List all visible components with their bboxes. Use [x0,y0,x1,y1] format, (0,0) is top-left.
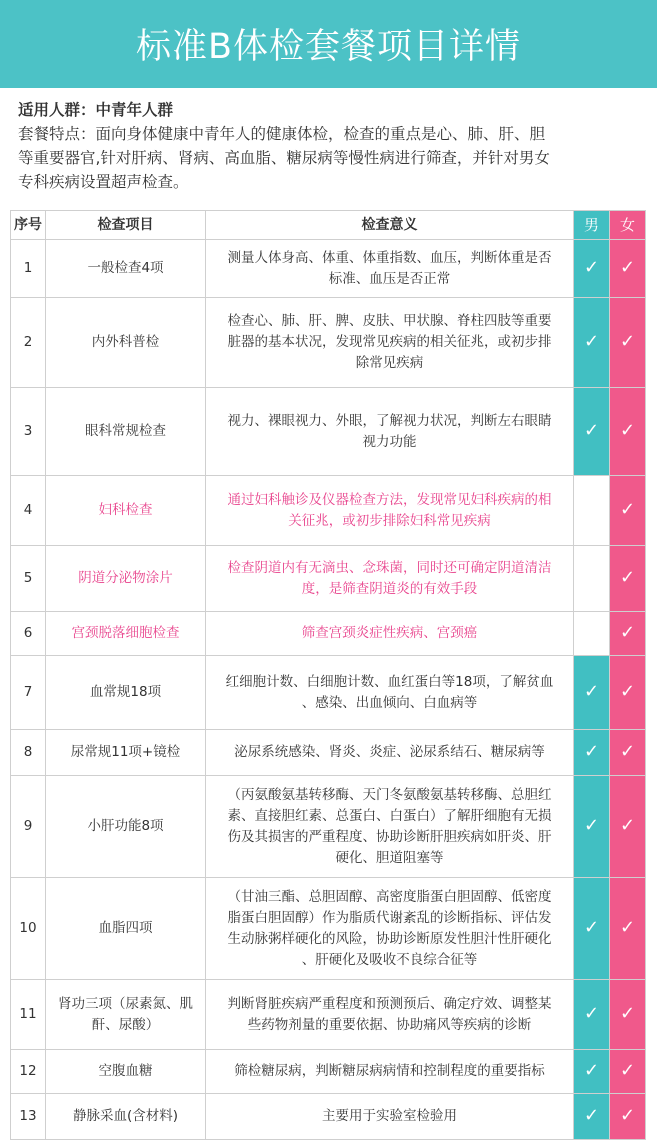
features-line [18,122,648,146]
female-applicable-cell [610,878,646,980]
row-no: 8 [11,730,46,776]
table-row [11,388,646,476]
check-icon: ✓ [583,917,600,938]
row-meaning [206,388,574,476]
meaning-line: 测量人体身高、体重、体重指数、血压，判断体重是否 [227,249,552,266]
meaning-line: 脏器的基本状况，发现常见疾病的相关征兆，或初步排 [227,334,552,350]
male-not-applicable-cell [574,476,610,546]
target-group [18,98,648,122]
features-text-3: 专科疾病设置超声检查。 [18,173,189,191]
male-applicable-cell [574,1050,610,1094]
meaning-line: 度，是筛查阴道炎的有效手段 [301,580,478,597]
female-applicable-cell [610,1050,646,1094]
female-applicable-cell [610,730,646,776]
check-icon: ✓ [583,331,600,352]
row-meaning [206,1094,574,1140]
page-header [0,0,657,88]
row-meaning [206,656,574,730]
row-no: 10 [11,878,46,980]
row-item-name: 尿常规11项+镜检 [46,730,206,776]
female-applicable-cell [610,980,646,1050]
meaning-line: 伤及其损害的严重程度、协助诊断肝胆疾病如肝炎、肝 [227,828,552,845]
row-meaning [206,730,574,776]
item-name-line: 酐、尿酸） [91,1016,160,1033]
check-icon: ✓ [619,622,636,643]
row-no: 12 [11,1050,46,1094]
meaning-line: 脂蛋白胆固醇）作为脂质代谢紊乱的诊断指标、评估发 [227,909,552,926]
meaning-line: 硬化、胆道阻塞等 [335,849,444,866]
meaning-line: 生动脉粥样硬化的风险，协助诊断原发性胆汁性肝硬化 [227,930,552,947]
row-no: 5 [11,546,46,612]
check-icon: ✓ [619,257,636,278]
meaning-line: 素、直接胆红素、总蛋白、白蛋白）了解肝细胞有无损 [227,807,552,824]
meaning-line: 、感染、出血倾向、白血病等 [301,694,478,711]
row-meaning [206,1050,574,1094]
meaning-line: 标准、血压是否正常 [328,270,451,287]
row-meaning [206,878,574,980]
check-icon: ✓ [619,331,636,352]
table-row [11,298,646,388]
row-no: 9 [11,776,46,878]
table-row [11,240,646,298]
table-header-row [11,211,646,240]
target-group-label: 适用人群： [18,101,96,119]
female-applicable-cell [610,476,646,546]
male-applicable-cell [574,878,610,980]
check-icon: ✓ [619,420,636,441]
row-meaning [206,612,574,656]
row-item-name: 血常规18项 [46,656,206,730]
female-applicable-cell [610,776,646,878]
row-no: 2 [11,298,46,388]
meaning-line: 筛查宫颈炎症性疾病、宫颈癌 [301,625,478,641]
table-row [11,612,646,656]
meaning-line: （丙氨酸氨基转移酶、天门冬氨酸氨基转移酶、总胆红 [227,786,552,803]
table-body [11,240,646,1140]
female-applicable-cell [610,546,646,612]
row-no: 6 [11,612,46,656]
table-row [11,878,646,980]
check-icon: ✓ [583,741,600,762]
meaning-line: 除常见疾病 [355,355,424,371]
check-icon: ✓ [583,420,600,441]
meaning-line: 视力、裸眼视力、外眼，了解视力状况，判断左右眼睛 [227,412,552,429]
item-name-line: 肾功三项（尿素氮、肌 [58,995,193,1012]
male-applicable-cell [574,240,610,298]
meaning-line: 通过妇科触诊及仪器检查方法，发现常见妇科疾病的相 [227,491,552,508]
male-applicable-cell [574,388,610,476]
row-meaning [206,776,574,878]
meaning-line: 判断肾脏疾病严重程度和预测预后、确定疗效、调整某 [227,995,552,1012]
check-icon: ✓ [619,1060,636,1081]
row-no: 4 [11,476,46,546]
meaning-line: 检查心、肺、肝、脾、皮肤、甲状腺、脊柱四肢等重要 [227,313,552,329]
male-applicable-cell [574,730,610,776]
check-icon: ✓ [619,681,636,702]
check-icon: ✓ [619,741,636,762]
target-group-value: 中青年人群 [95,101,174,119]
table-row [11,546,646,612]
check-icon: ✓ [583,1060,600,1081]
female-applicable-cell [610,656,646,730]
table-row [11,730,646,776]
check-icon: ✓ [583,1105,600,1126]
table-row [11,980,646,1050]
female-applicable-cell [610,240,646,298]
features-text-2: 等重要器官,针对肝病、肾病、高血脂、糖尿病等慢性病进行筛查，并针对男女 [18,149,550,167]
header-meaning: 检查意义 [206,211,574,240]
check-icon: ✓ [619,499,636,520]
meaning-line: 红细胞计数、白细胞计数、血红蛋白等18项，了解贫血 [225,673,554,690]
features-text-1: 面向身体健康中青年人的健康体检，检查的重点是心、肺、肝、胆 [95,125,546,143]
row-item-name: 妇科检查 [46,476,206,546]
check-icon: ✓ [619,917,636,938]
row-item-name: 阴道分泌物涂片 [46,546,206,612]
meaning-line: 、肝硬化及吸收不良综合征等 [301,951,478,968]
row-item-name: 宫颈脱落细胞检查 [46,612,206,656]
features-label: 套餐特点： [18,125,96,143]
meaning-line: 关征兆，或初步排除妇科常见疾病 [288,512,491,529]
header-item: 检查项目 [46,211,206,240]
meaning-line: 视力功能 [362,433,417,450]
check-icon: ✓ [619,1105,636,1126]
row-no: 3 [11,388,46,476]
row-no: 1 [11,240,46,298]
meaning-line: 泌尿系统感染、肾炎、炎症、泌尿系结石、糖尿病等 [234,744,545,760]
male-applicable-cell [574,980,610,1050]
row-meaning [206,298,574,388]
row-item-name: 内外科普检 [46,298,206,388]
row-item-name: 眼科常规检查 [46,388,206,476]
row-no: 7 [11,656,46,730]
row-meaning [206,476,574,546]
row-meaning [206,546,574,612]
male-not-applicable-cell [574,546,610,612]
row-item-name: 小肝功能8项 [46,776,206,878]
male-applicable-cell [574,656,610,730]
check-icon: ✓ [583,257,600,278]
female-applicable-cell [610,1094,646,1140]
check-icon: ✓ [619,1003,636,1024]
table-row [11,1094,646,1140]
meaning-line: 筛检糖尿病，判断糖尿病病情和控制程度的重要指标 [234,1063,545,1079]
header-male: 男 [574,211,610,240]
header-female: 女 [610,211,646,240]
male-applicable-cell [574,776,610,878]
meaning-line: （甘油三酯、总胆固醇、高密度脂蛋白胆固醇、低密度 [227,888,552,905]
check-icon: ✓ [619,815,636,836]
table-row [11,1050,646,1094]
row-meaning [206,240,574,298]
check-icon: ✓ [583,815,600,836]
meaning-line: 些药物剂量的重要依据、协助痛风等疾病的诊断 [247,1016,532,1033]
row-item-name: 空腹血糖 [46,1050,206,1094]
check-icon: ✓ [619,567,636,588]
table-row [11,656,646,730]
meaning-line: 检查阴道内有无滴虫、念珠菌，同时还可确定阴道清洁 [227,559,552,576]
check-icon: ✓ [583,681,600,702]
page-title: 标准B体检套餐项目详情 [135,27,521,67]
row-item-name: 一般检查4项 [46,240,206,298]
female-applicable-cell [610,612,646,656]
header-no: 序号 [11,211,46,240]
row-item-name: 静脉采血(含材料) [46,1094,206,1140]
meaning-line: 主要用于实验室检验用 [322,1108,457,1124]
exam-items-table [10,210,646,1140]
row-item-name [46,980,206,1050]
package-intro [18,98,648,194]
row-no: 13 [11,1094,46,1140]
row-item-name: 血脂四项 [46,878,206,980]
table-row [11,776,646,878]
row-no: 11 [11,980,46,1050]
male-applicable-cell [574,298,610,388]
female-applicable-cell [610,388,646,476]
male-applicable-cell [574,1094,610,1140]
table-row [11,476,646,546]
female-applicable-cell [610,298,646,388]
row-meaning [206,980,574,1050]
male-not-applicable-cell [574,612,610,656]
check-icon: ✓ [583,1003,600,1024]
